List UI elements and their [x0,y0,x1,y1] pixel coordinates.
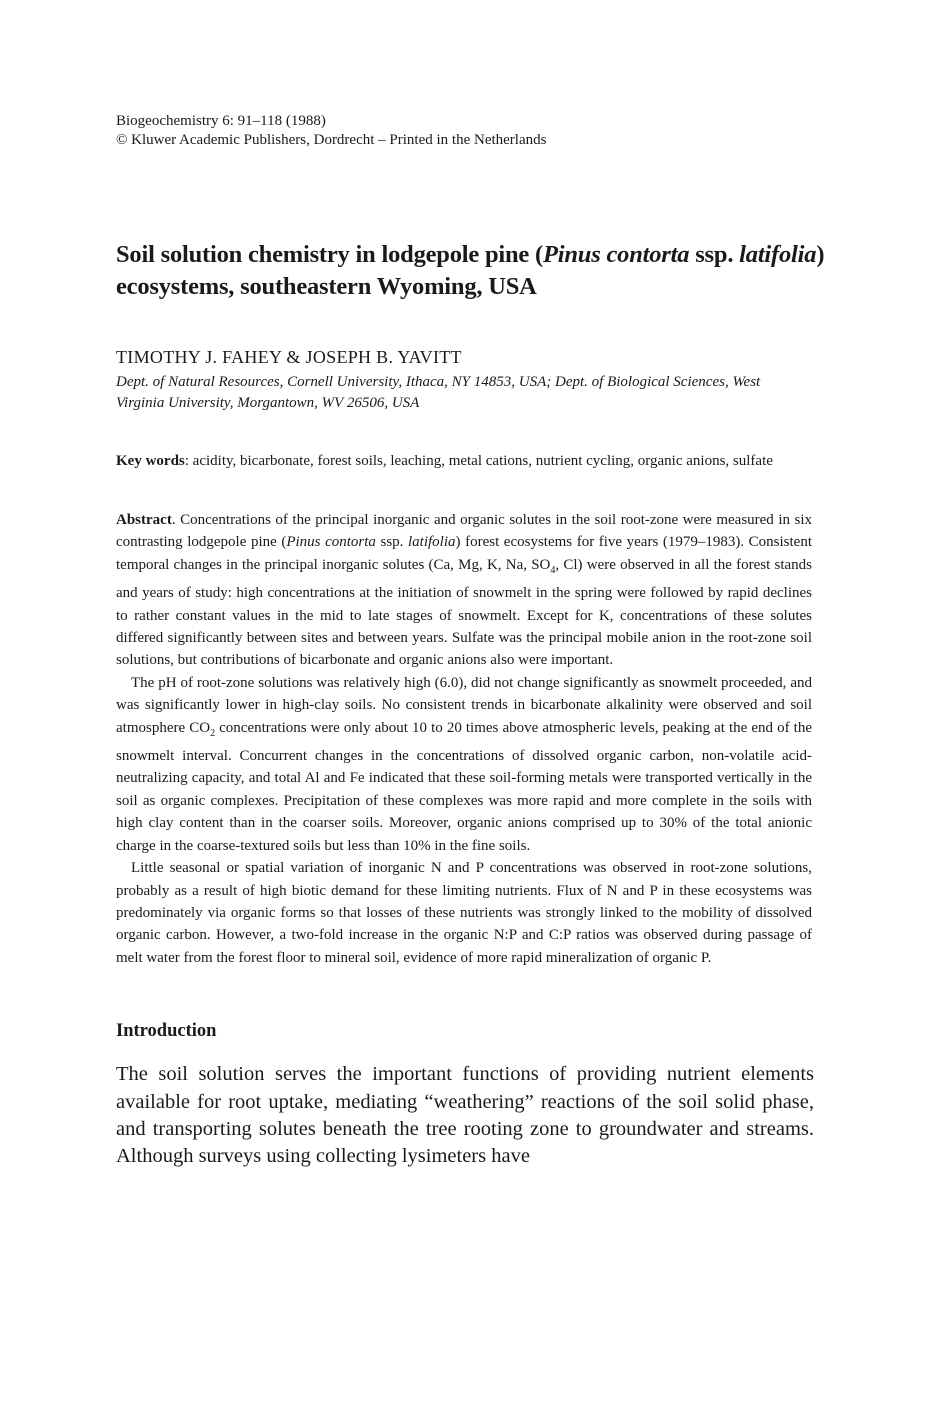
introduction-body [116,1061,814,1171]
journal-citation: Biogeochemistry 6: 91–118 (1988) [116,113,326,129]
abstract-subspecies: latifolia [408,534,456,551]
keywords-text: : acidity, bicarbonate, forest soils, leaching, metal cations, nutrient cycling, organic anions, sulfate [184,453,773,469]
abstract-text: concentrations were only about 10 to 20 times above atmospheric levels, peaking at the end of the snowmelt interval. Concurrent changes in the concentrations of dissolved organic carbon, non-volatile acid-neutralizing capacity, and total Al and Fe indicated that these soil-forming metals were transported vertically in the soil as organic complexes. Precipitation of these complexes was more rapid and more complete in the soils with high clay content than in the coarser soils. Moreover, organic anions comprised up to 30% of the total anionic charge in the coarse-textured soils but less than 10% in the fine soils. [116,719,812,854]
introduction-heading: Introduction [116,1021,217,1042]
author-list: TIMOTHY J. FAHEY & JOSEPH B. YAVITT [116,347,462,367]
title-species: Pinus contorta [543,241,690,268]
abstract-text: ) forest ecosystems for five years (1979–1983). Consistent temporal changes in the principal inorganic solutes (Ca, Mg, K, Na, SO [116,534,813,573]
journal-copyright: © Kluwer Academic Publishers, Dordrecht – Printed in the Netherlands [116,132,547,148]
title-part-3: ) ecosystems, southeastern Wyoming, USA [116,241,825,300]
paper-page [116,112,825,1171]
abstract-paragraph-1 [116,509,812,672]
introduction-paragraph: The soil solution serves the important functions of providing nutrient elements available for root uptake, mediating “weathering” reactions of the soil solid phase, and transporting solutes beneath the tree rooting zone to groundwater and streams. Although surveys using collecting lysimeters have [116,1063,814,1168]
keywords-label: Key words [116,453,185,469]
subscript: 4 [550,564,556,576]
abstract-species: Pinus contorta [286,534,376,551]
author-affiliation: Dept. of Natural Resources, Cornell University, Ithaca, NY 14853, USA; Dept. of Biological Sciences, West Virginia University, Morgantown, WV 26506, USA [116,374,761,411]
paper-title [116,239,836,303]
abstract-paragraph-3: Little seasonal or spatial variation of inorganic N and P concentrations was observed in root-zone solutions, probably as a result of high biotic demand for these limiting nutrients. Flux of N and P in these ecosystems was predominately via organic forms so that losses of these nutrients was strongly linked to the mobility of dissolved organic carbon. However, a two-fold increase in the organic N:P and C:P ratios was observed during passage of melt water from the forest floor to mineral soil, evidence of more rapid mineralization of organic P. [116,860,812,966]
keywords [116,451,812,472]
subscript: 2 [210,727,216,739]
abstract-paragraph-2 [116,672,812,857]
abstract-text: . Concentrations of the principal inorganic and organic solutes in the soil root-zone were measured in six contrasting lodgepole pine ( [116,512,812,551]
abstract-text: , Cl) were observed in all the forest stands and years of study: high concentrations at the initiation of snowmelt in the spring were followed by rapid declines to rather constant values in the mid to late stages of snowmelt. Except for K, concentrations of these solutes differed significantly between sites and between years. Sulfate was the principal mobile anion in the root-zone soil solutions, but contributions of bicarbonate and organic anions also were important. [116,556,812,669]
title-part-1: Soil solution chemistry in lodgepole pine ( [116,241,543,268]
abstract-label: Abstract [116,512,172,528]
abstract-text: ssp. [375,534,408,551]
title-subspecies: latifolia [739,241,817,268]
journal-header [116,112,812,150]
title-part-2: ssp. [689,241,740,268]
abstract [116,509,812,969]
abstract-text: The pH of root-zone solutions was relatively high (6.0), did not change significantly as snowmelt proceeded, and was significantly lower in high-clay soils. No consistent trends in bicarbonate alkalinity were observed and soil atmosphere CO [116,674,812,736]
